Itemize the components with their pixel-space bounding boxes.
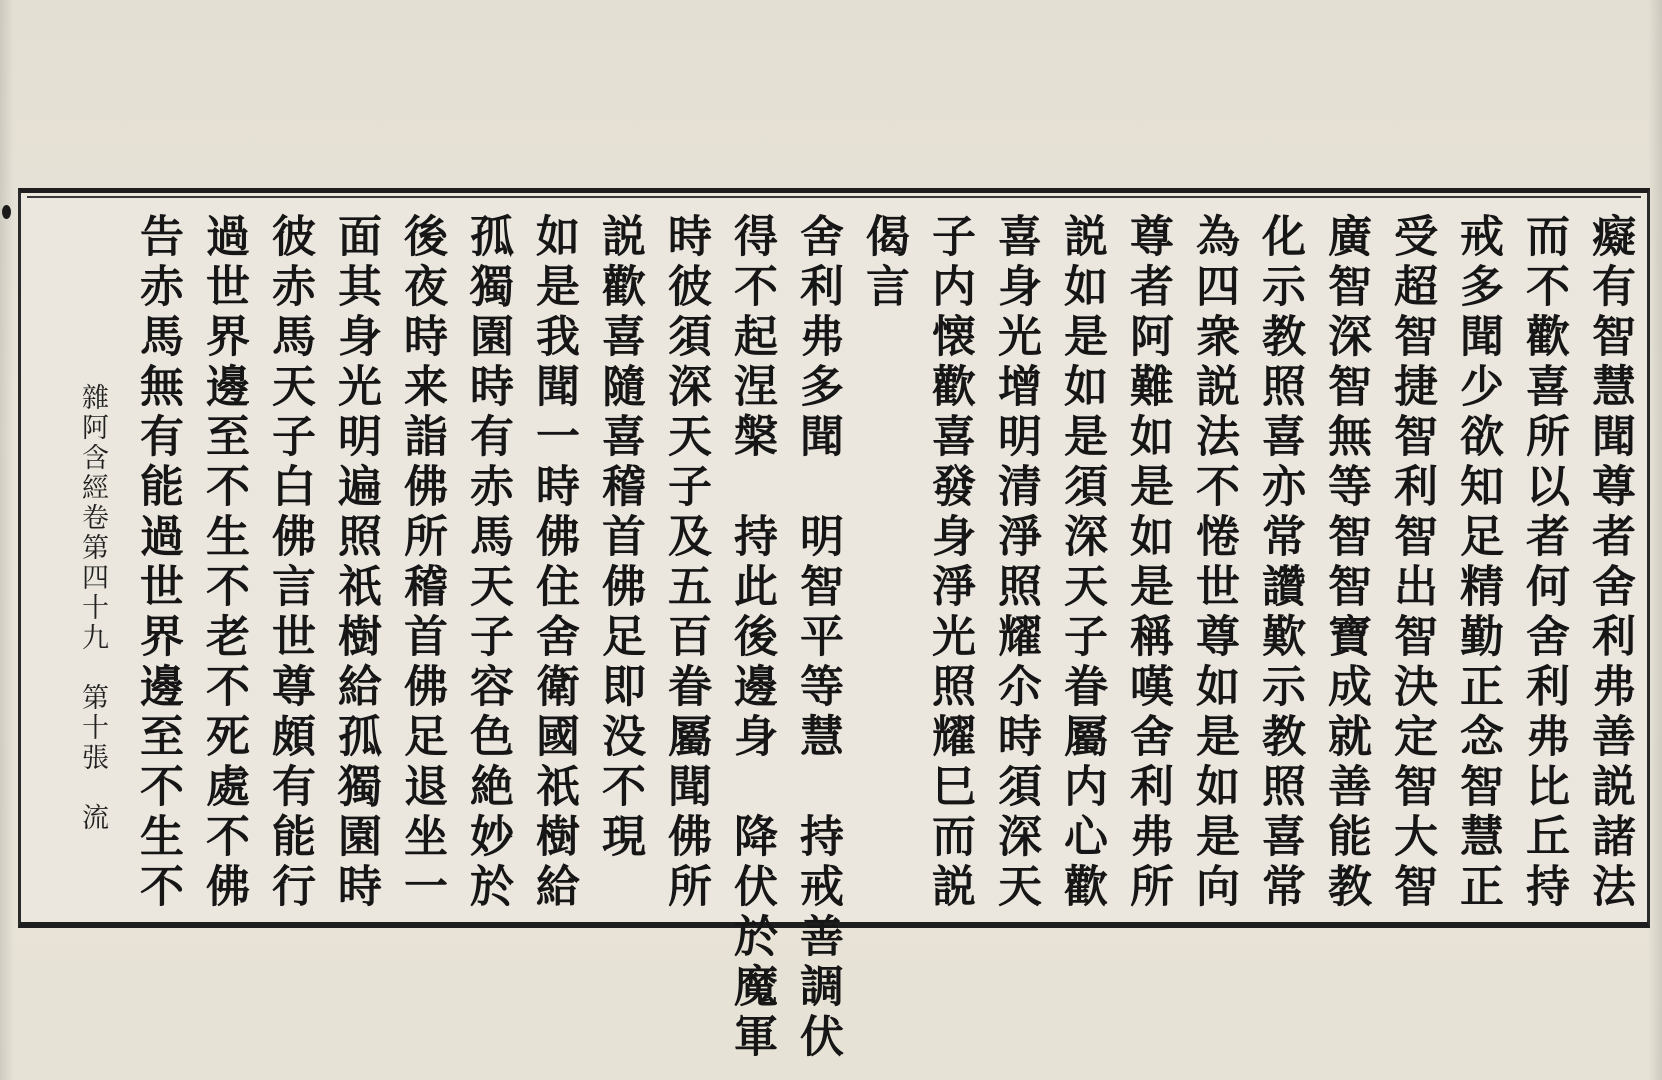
woodblock-print-frame (18, 188, 1650, 1063)
text-column-21: 彼赤馬天子白佛言世尊頗有能行 (264, 213, 315, 913)
text-column-10: 喜身光增明清淨照耀尒時須深天 (990, 213, 1041, 913)
colophon-sutra-title: 雜阿含經卷第四十九 (77, 383, 108, 653)
page-fold-shadow-right (1648, 0, 1662, 1080)
text-column-18: 孤獨園時有赤馬天子容色絶妙於 (462, 213, 513, 913)
frame-inner-rule (27, 196, 1641, 198)
colophon-carver-mark: 流 (77, 803, 108, 833)
verse-column-2: 得不起涅槃 持此後邊身 降伏於魔軍 (726, 213, 777, 1063)
text-column-17: 如是我聞一時佛住舍衛國祇樹給 (528, 213, 579, 913)
text-column-20: 面其身光明遍照祇樹給孤獨園時 (330, 213, 381, 913)
text-column-12: 偈言 (858, 213, 909, 313)
text-column-23: 告赤馬無有能過世界邊至不生不 (132, 213, 183, 913)
text-column-5: 廣智深智無等智智寶成就善能教 (1320, 213, 1371, 913)
ink-dot (2, 205, 11, 219)
text-column-6: 化示教照喜亦常讚歎示教照喜常 (1254, 213, 1305, 913)
text-column-11: 子内懐歡喜發身淨光照耀巳而説 (924, 213, 975, 913)
text-column-19: 後夜時来詣佛所稽首佛足退坐一 (396, 213, 447, 913)
text-column-3: 戒多聞少欲知足精勤正念智慧正 (1452, 213, 1503, 913)
text-column-7: 為四衆説法不惓世尊如是如是向 (1188, 213, 1239, 913)
text-column-9: 説如是如是須深天子眷屬内心歡 (1056, 213, 1107, 913)
text-column-4: 受超智捷智利智出智決定智大智 (1386, 213, 1437, 913)
text-column-2: 而不歡喜所以者何舍利弗比丘持 (1518, 213, 1569, 913)
text-column-8: 尊者阿難如是如是稱嘆舍利弗所 (1122, 213, 1173, 913)
text-column-15: 時彼須深天子及五百眷屬聞佛所 (660, 213, 711, 913)
colophon-page-number: 第十張 (77, 683, 108, 773)
text-column-16: 説歡喜隨喜稽首佛足即没不現 (594, 213, 645, 863)
page-fold-shadow-left (0, 0, 14, 1080)
text-column-1: 癡有智慧聞尊者舍利弗善説諸法 (1584, 213, 1635, 913)
text-column-22: 過世界邊至不生不老不死處不佛 (198, 213, 249, 913)
verse-column-1: 舍利弗多聞 明智平等慧 持戒善調伏 (792, 213, 843, 1063)
